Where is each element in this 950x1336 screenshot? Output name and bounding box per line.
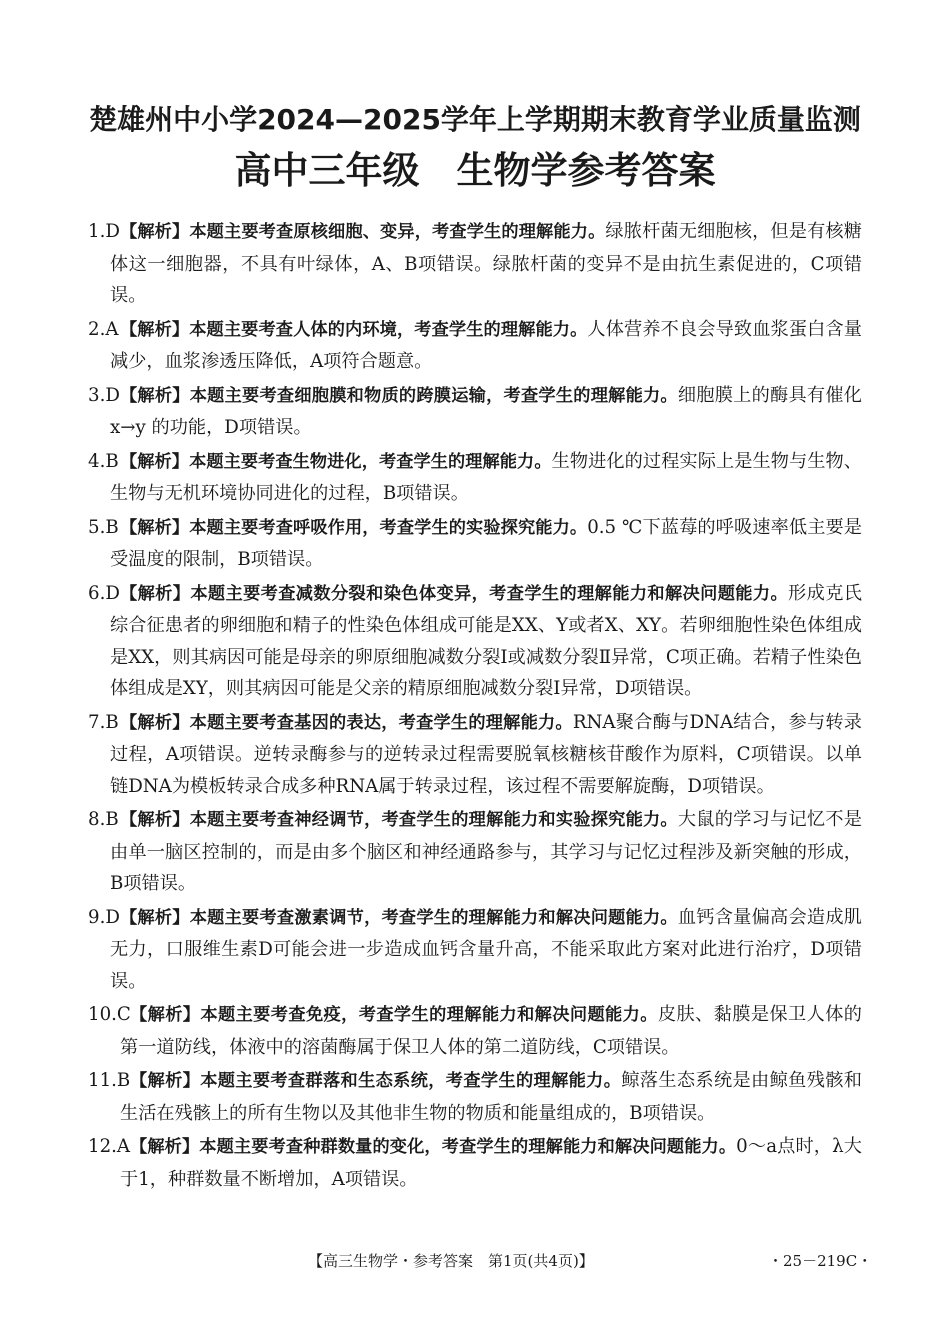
analysis-tag: 【解析】 <box>120 712 190 733</box>
analysis-focus: 本题主要考查减数分裂和染色体变异，考查学生的理解能力和解决问题能力。 <box>190 583 789 604</box>
answer-number: 10.C <box>88 1004 131 1025</box>
answer-item-2 <box>88 314 862 378</box>
analysis-focus: 本题主要考查种群数量的变化，考查学生的理解能力和解决问题能力。 <box>199 1137 737 1157</box>
answer-item-11 <box>88 1065 862 1129</box>
footer-page-info: 【高三生物学・参考答案 第1页(共4页)】 <box>308 1252 594 1270</box>
analysis-focus: 本题主要考查群落和生态系统，考查学生的理解能力。 <box>200 1071 622 1091</box>
analysis-body: 形成克氏综合征患者的卵细胞和精子的性染色体组成可能是XX、Y或者X、XY。若卵细胞性染色体组成是XX，则其病因可能是母亲的卵原细胞减数分裂Ⅰ或减数分裂Ⅱ异常，C项正确。若精子性染色体组成是XY，则其病因可能是父亲的精原细胞减数分裂Ⅰ异常，D项错误。 <box>110 582 862 699</box>
analysis-tag: 【解析】 <box>130 1071 201 1091</box>
analysis-focus: 本题主要考查人体的内环境，考查学生的理解能力。 <box>189 319 588 340</box>
analysis-tag: 【解析】 <box>120 451 190 472</box>
answer-item-12 <box>88 1131 862 1195</box>
analysis-body: 细胞膜上的酶具有催化 x→y 的功能，D项错误。 <box>110 384 862 438</box>
analysis-focus: 本题主要考查神经调节，考查学生的理解能力和实验探究能力。 <box>189 810 678 830</box>
analysis-body: 0.5 ℃下蓝莓的呼吸速率低主要是受温度的限制，B项错误。 <box>110 516 862 570</box>
answer-number: 3.D <box>88 384 120 406</box>
answer-number: 11.B <box>88 1070 131 1091</box>
analysis-focus: 本题主要考查免疫，考查学生的理解能力和解决问题能力。 <box>200 1005 658 1025</box>
analysis-body: 绿脓杆菌无细胞核，但是有核糖体这一细胞器，不具有叶绿体，A、B项错误。绿脓杆菌的变异不是由抗生素促进的，C项错误。 <box>110 221 862 306</box>
answer-number: 7.B <box>88 711 119 733</box>
analysis-body: 大鼠的学习与记忆不是由单一脑区控制的，而是由多个脑区和神经通路参与，其学习与记忆过程涉及新突触的形成，B项错误。 <box>110 809 862 894</box>
answer-list <box>88 216 862 1197</box>
answer-number: 12.A <box>88 1136 131 1157</box>
analysis-tag: 【解析】 <box>130 1005 201 1025</box>
analysis-body: 0～a点时，λ大于1，种群数量不断增加，A项错误。 <box>120 1136 862 1190</box>
answer-number: 8.B <box>88 809 119 830</box>
answer-item-7 <box>88 707 862 803</box>
analysis-focus: 本题主要考查激素调节，考查学生的理解能力和解决问题能力。 <box>189 907 678 928</box>
analysis-body: 人体营养不良会导致血浆蛋白含量减少，血浆渗透压降低，A项符合题意。 <box>110 318 862 372</box>
answer-number: 9.D <box>88 906 120 928</box>
analysis-tag: 【解析】 <box>120 319 190 340</box>
answer-item-3 <box>88 380 862 444</box>
analysis-tag: 【解析】 <box>130 1137 200 1157</box>
answer-number: 1.D <box>88 221 120 242</box>
analysis-focus: 本题主要考查细胞膜和物质的跨膜运输，考查学生的理解能力。 <box>189 385 678 406</box>
analysis-focus: 本题主要考查呼吸作用，考查学生的实验探究能力。 <box>189 517 588 538</box>
analysis-focus: 本题主要考查生物进化，考查学生的理解能力。 <box>189 451 552 472</box>
analysis-body: 皮肤、黏膜是保卫人体的第一道防线，体液中的溶菌酶属于保卫人体的第二道防线，C项错误。 <box>120 1004 862 1058</box>
answer-number: 4.B <box>88 450 119 472</box>
analysis-body: 生物进化的过程实际上是生物与生物、生物与无机环境协同进化的过程，B项错误。 <box>110 450 862 504</box>
answer-item-6 <box>88 578 862 705</box>
answer-item-9 <box>88 902 862 998</box>
answer-item-8 <box>88 804 862 900</box>
analysis-tag: 【解析】 <box>120 517 190 538</box>
document-subtitle: 高中三年级 生物学参考答案 <box>234 149 716 192</box>
analysis-tag: 【解析】 <box>120 385 190 406</box>
analysis-focus: 本题主要考查原核细胞、变异，考查学生的理解能力。 <box>189 222 606 242</box>
answer-number: 5.B <box>88 516 119 538</box>
answer-item-1 <box>88 216 862 312</box>
footer-code: ・25－219C・ <box>768 1252 873 1270</box>
answer-item-10 <box>88 999 862 1063</box>
answer-item-5 <box>88 512 862 576</box>
answer-item-4 <box>88 446 862 510</box>
analysis-body: RNA聚合酶与DNA结合，参与转录过程，A项错误。逆转录酶参与的逆转录过程需要脱氧核糖核苷酸作为原料，C项错误。以单链DNA为模板转录合成多种RNA属于转录过程，该过程不需要解旋酶，D项错误。 <box>110 711 862 797</box>
analysis-body: 血钙含量偏高会造成肌无力，口服维生素D可能会进一步造成血钙含量升高，不能采取此方案对此进行治疗，D项错误。 <box>110 906 862 992</box>
analysis-tag: 【解析】 <box>120 583 191 604</box>
analysis-tag: 【解析】 <box>120 222 190 242</box>
document-title: 楚雄州中小学2024—2025学年上学期期末教育学业质量监测 <box>89 103 861 136</box>
answer-number: 6.D <box>88 582 120 604</box>
analysis-body: 鲸落生态系统是由鲸鱼残骸和生活在残骸上的所有生物以及其他非生物的物质和能量组成的，B项错误。 <box>120 1070 862 1124</box>
analysis-tag: 【解析】 <box>120 907 190 928</box>
analysis-focus: 本题主要考查基因的表达，考查学生的理解能力。 <box>189 712 573 733</box>
answer-number: 2.A <box>88 318 119 340</box>
analysis-tag: 【解析】 <box>120 810 190 830</box>
